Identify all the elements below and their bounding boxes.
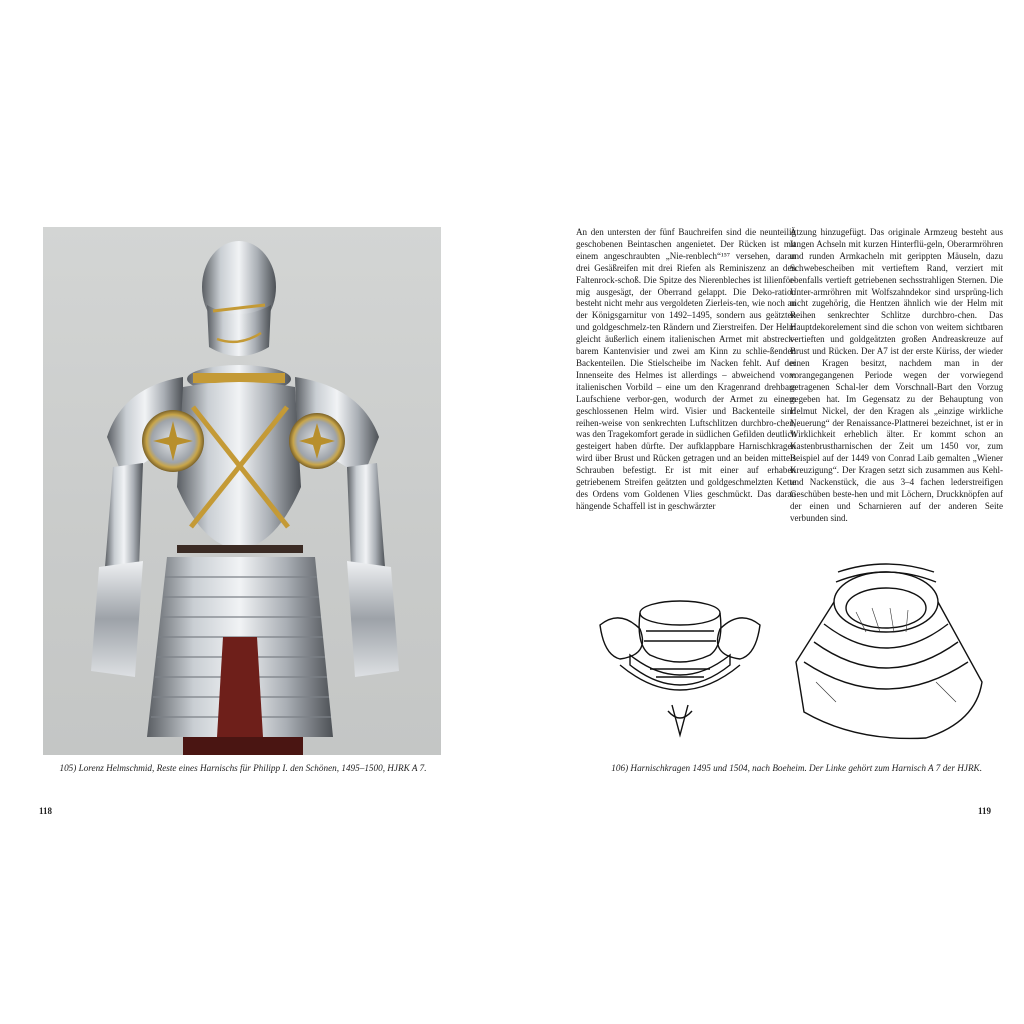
page-number-right: 119 [978, 806, 992, 816]
armor-illustration [43, 227, 441, 755]
collar-drawing-right [776, 562, 986, 752]
figure-caption-106: 106) Harnischkragen 1495 und 1504, nach Boeheim. Der Linke gehört zum Harnisch A 7 der HJRK. [611, 763, 982, 773]
page-number-left: 118 [39, 806, 53, 816]
body-text-column-2: Ätzung hinzugefügt. Das originale Armzeug besteht aus langen Achseln mit kurzen Hinterflü-geln, Oberarmröhren und runden Armkacheln mit gerippten Mäuseln, dazu Schwebescheiben mit vertieftem Rand, verziert mit ebenfalls vertieft getriebenen sechsstrahligen Sternen. Die Unter-armröhren mit Wolfszahndekor sind ursprüng-lich nicht zugehörig, die Hentzen ähnlich wie der Helm mit Reihen senkrechter Schlitze durchbro-chen. Das Hauptdekorelement sind die schon von weitem sichtbaren vertieften und goldgeätzten großen Andreaskreuze auf Brust und Rücken. Der A7 ist der erste Küriss, der wieder einen Kragen besitzt, nachdem man in der vorangegangenen Periode wegen der vorwiegend getragenen Schal-ler dem Vorschnall-Bart den Vorzug gegeben hat. Im Gegensatz zu der Behauptung von Helmut Nickel, der den Kragen als „einzige wirkliche Neuerung“ der Renaissance-Plattnerei bezeichnet, ist er in Wirklichkeit erheblich älter. Er kommt schon an Kastenbrustharnischen der Zeit um 1450 vor, zum Beispiel auf der 1449 von Conrad Laib gemalten „Wiener Kreuzigung“. Der Kragen setzt sich zusammen aus Kehl- und Nackenstück, die aus 3–4 fachen lederstreifigen Geschüben beste-hen und mit Löchern, Druckknöpfen auf der einen und Scharnieren auf der anderen Seite verbunden sind. [790, 227, 1003, 523]
armor-photo [43, 227, 441, 755]
figure-caption-105: 105) Lorenz Helmschmid, Reste eines Harnischs für Philipp I. den Schönen, 1495–1500, HJRK A 7. [59, 763, 427, 773]
collar-drawing-left [580, 585, 780, 745]
body-text-column-1: An den untersten der fünf Bauchreifen sind die neunteilig geschobenen Beintaschen angenietet. Der Rücken ist mit einem angeschraubten „Nie-renblech“¹⁵⁷ versehen, daran drei Gesäßreifen mit drei Riefen als Reminiszenz an den Faltenrock-schoß. Die Spitze des Nierenbleches ist lilienför-mig ausgesägt, der Oberrand gelappt. Die Deko-ration besteht nicht mehr aus vergoldeten Zierleis-ten, wie noch an der Königsgarnitur von 1492–1495, sondern aus geätzten und goldgeschmelz-ten Rändern und Zierstreifen. Der Helm gleicht äußerlich einem italienischen Armet mit abstreck-barem Kantenvisier und zwei am Kinn zu schlie-ßenden Backenteilen. Die Stielscheibe im Nacken fehlt. Auf der Innenseite des Helmes ist allerdings – abweichend vom italienischen Vorbild – eine um den Kragenrand drehbare Laufschiene verbor-gen, wodurch der Armet zu einem geschlossenen Helm wird. Visier und Backenteile sind reihen-weise von senkrechten Luftschlitzen durchbro-chen, was den Tragekomfort gerade in südlichen Gefilden deutlich gesteigert haben dürfte. Der aufklappbare Harnischkragen wird über Brust und Rücken getragen und an beiden mittels Schrauben befestigt. Er ist mit einer auf erhaben getriebenem Streifen geätzten und goldgeschmelzten Kette des Ordens vom Goldenen Vlies geschmückt. Das daran hängende Schaffell ist in geschwärzter [576, 227, 796, 511]
right-page [512, 0, 1024, 1024]
